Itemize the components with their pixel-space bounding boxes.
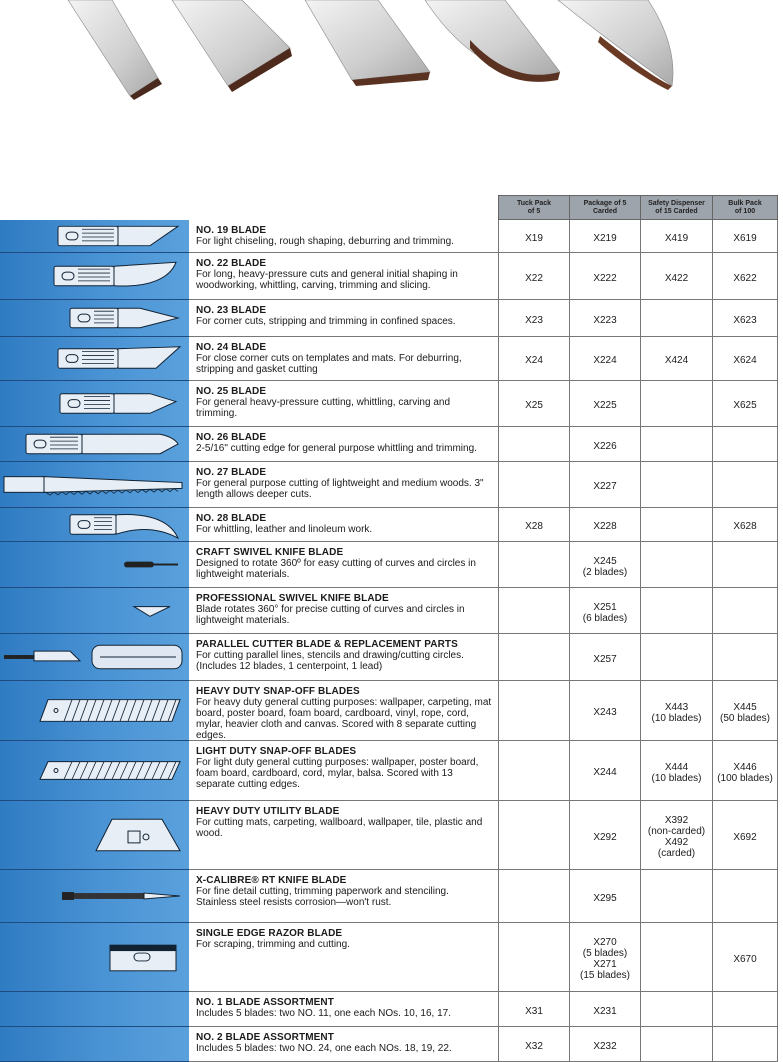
blade-description [189, 542, 498, 588]
table-row [0, 381, 778, 427]
blade-title: HEAVY DUTY SNAP-OFF BLADES [196, 686, 360, 697]
blade-description [189, 300, 498, 337]
blade-illustration [0, 427, 189, 462]
blade-title: CRAFT SWIVEL KNIFE BLADE [196, 547, 344, 558]
cell-tuck-pack: X24 [498, 337, 569, 381]
blade-title: SINGLE EDGE RAZOR BLADE [196, 928, 343, 939]
blade-desc-text: For scraping, trimming and cutting. [196, 939, 350, 950]
cell-tuck-pack [498, 462, 569, 508]
cell-bulk-pack [712, 634, 778, 681]
cell-package-of-5: X223 [569, 300, 640, 337]
blade-icon [0, 1027, 189, 1061]
blade-title: NO. 27 BLADE [196, 467, 267, 478]
cell-safety-dispenser [640, 381, 712, 427]
cell-safety-dispenser [640, 992, 712, 1027]
blade-icon [0, 337, 189, 380]
blade-desc-text: For fine detail cutting, trimming paperwork and stenciling. Stainless steel resists corrosion—won't rust. [196, 886, 449, 908]
table-row [0, 681, 778, 741]
cell-tuck-pack: X25 [498, 381, 569, 427]
blade-desc-text: For general heavy-pressure cutting, whittling, carving and trimming. [196, 397, 451, 419]
cell-tuck-pack: X32 [498, 1027, 569, 1062]
blade-icon [0, 634, 189, 680]
blade-icon [0, 462, 189, 507]
cell-bulk-pack [712, 542, 778, 588]
cell-bulk-pack: X446 (100 blades) [712, 741, 778, 801]
cell-package-of-5: X231 [569, 992, 640, 1027]
cell-bulk-pack [712, 1027, 778, 1062]
blade-illustration [0, 681, 189, 741]
table-row [0, 992, 778, 1027]
column-header-safety-dispenser: Safety Dispenser of 15 Carded [640, 195, 712, 220]
blade-illustration [0, 741, 189, 801]
cell-package-of-5: X224 [569, 337, 640, 381]
blade-illustration [0, 1027, 189, 1062]
cell-package-of-5: X270 (5 blades) X271 (15 blades) [569, 923, 640, 992]
cell-bulk-pack: X625 [712, 381, 778, 427]
blade-title: PARALLEL CUTTER BLADE & REPLACEMENT PARTS [196, 639, 458, 650]
blade-description [189, 634, 498, 681]
blade-description [189, 870, 498, 923]
cell-tuck-pack: X28 [498, 508, 569, 542]
blade-title: NO. 2 BLADE ASSORTMENT [196, 1032, 334, 1043]
cell-bulk-pack [712, 588, 778, 634]
cell-safety-dispenser: X422 [640, 253, 712, 300]
blade-icon [0, 870, 189, 922]
cell-bulk-pack: X628 [712, 508, 778, 542]
cell-package-of-5: X222 [569, 253, 640, 300]
blade-illustration [0, 253, 189, 300]
blade-desc-text: For light chiseling, rough shaping, deburring and trimming. [196, 236, 454, 247]
blade-description [189, 588, 498, 634]
table-row [0, 634, 778, 681]
blade-desc-text: Includes 5 blades: two NO. 24, one each NOs. 18, 19, 22. [196, 1043, 452, 1054]
blade-title: NO. 1 BLADE ASSORTMENT [196, 997, 334, 1008]
hero-blades-photo [0, 0, 783, 110]
blade-title: NO. 23 BLADE [196, 305, 267, 316]
blade-description [189, 741, 498, 801]
cell-safety-dispenser [640, 634, 712, 681]
column-header-tuck-pack: Tuck Pack of 5 [498, 195, 569, 220]
cell-bulk-pack: X623 [712, 300, 778, 337]
cell-package-of-5: X292 [569, 801, 640, 870]
blade-desc-text: For cutting parallel lines, stencils and drawing/cutting circles. (Includes 12 blades, 1 centerpoint, 1 lead) [196, 650, 464, 672]
blade-desc-text: For general purpose cutting of lightweight and medium woods. 3" length allows deeper cuts. [196, 478, 484, 500]
table-row [0, 462, 778, 508]
blade-icon [0, 542, 189, 587]
blade-desc-text: Designed to rotate 360º for easy cutting of curves and circles in lightweight materials. [196, 558, 476, 580]
cell-safety-dispenser [640, 1027, 712, 1062]
cell-bulk-pack: X619 [712, 220, 778, 253]
cell-package-of-5: X228 [569, 508, 640, 542]
cell-package-of-5: X295 [569, 870, 640, 923]
cell-tuck-pack [498, 588, 569, 634]
blades-image [0, 0, 783, 110]
cell-bulk-pack: X692 [712, 801, 778, 870]
blade-illustration [0, 992, 189, 1027]
table-row [0, 427, 778, 462]
cell-package-of-5: X244 [569, 741, 640, 801]
blade-title: NO. 24 BLADE [196, 342, 267, 353]
cell-safety-dispenser: X392 (non-carded) X492 (carded) [640, 801, 712, 870]
blade-desc-text: For whittling, leather and linoleum work. [196, 524, 373, 535]
cell-bulk-pack: X624 [712, 337, 778, 381]
blade-illustration [0, 462, 189, 508]
cell-safety-dispenser [640, 427, 712, 462]
cell-tuck-pack [498, 427, 569, 462]
cell-safety-dispenser [640, 300, 712, 337]
table-row [0, 542, 778, 588]
cell-package-of-5: X257 [569, 634, 640, 681]
cell-safety-dispenser: X443 (10 blades) [640, 681, 712, 741]
blade-icon [0, 741, 189, 800]
blade-title: LIGHT DUTY SNAP-OFF BLADES [196, 746, 357, 757]
cell-tuck-pack [498, 634, 569, 681]
cell-tuck-pack [498, 801, 569, 870]
blade-desc-text: For long, heavy-pressure cuts and general initial shaping in woodworking, whittling, carving, trimming and slicing. [196, 269, 458, 291]
table-row [0, 337, 778, 381]
cell-safety-dispenser [640, 508, 712, 542]
blade-description [189, 427, 498, 462]
column-header-package-of-5: Package of 5 Carded [569, 195, 640, 220]
cell-package-of-5: X251 (6 blades) [569, 588, 640, 634]
blade-description [189, 220, 498, 253]
cell-safety-dispenser: X419 [640, 220, 712, 253]
blade-icon [0, 381, 189, 426]
cell-bulk-pack [712, 870, 778, 923]
blade-description [189, 681, 498, 741]
table-row [0, 220, 778, 253]
blade-desc-text: For cutting mats, carpeting, wallboard, wallpaper, tile, plastic and wood. [196, 817, 483, 839]
blade-illustration [0, 220, 189, 253]
cell-tuck-pack: X19 [498, 220, 569, 253]
cell-bulk-pack [712, 427, 778, 462]
blade-description [189, 992, 498, 1027]
blade-description [189, 508, 498, 542]
cell-bulk-pack: X670 [712, 923, 778, 992]
blade-illustration [0, 542, 189, 588]
blade-desc-text: For heavy duty general cutting purposes: wallpaper, carpeting, mat board, poster board, foam board, cardboard, vinyl, rope, cord, mylar, heavier cloth and canvas. Scored with 8 separate cutting edges. [196, 697, 492, 741]
blade-desc-text: For close corner cuts on templates and mats. For deburring, stripping and gasket cutting [196, 353, 462, 375]
table-row [0, 300, 778, 337]
blade-title: NO. 26 BLADE [196, 432, 267, 443]
cell-tuck-pack [498, 681, 569, 741]
blade-title: NO. 28 BLADE [196, 513, 267, 524]
blade-illustration [0, 634, 189, 681]
cell-tuck-pack [498, 923, 569, 992]
table-row [0, 801, 778, 870]
cell-tuck-pack [498, 870, 569, 923]
blade-icon [0, 220, 189, 252]
cell-package-of-5: X245 (2 blades) [569, 542, 640, 588]
blade-description [189, 462, 498, 508]
cell-bulk-pack [712, 462, 778, 508]
blade-desc-text: Includes 5 blades: two NO. 11, one each NOs. 10, 16, 17. [196, 1008, 451, 1019]
cell-tuck-pack: X31 [498, 992, 569, 1027]
blade-icon [0, 681, 189, 740]
blade-icon [0, 923, 189, 991]
blade-title: PROFESSIONAL SWIVEL KNIFE BLADE [196, 593, 389, 604]
cell-package-of-5: X226 [569, 427, 640, 462]
cell-package-of-5: X219 [569, 220, 640, 253]
cell-tuck-pack: X22 [498, 253, 569, 300]
blade-illustration [0, 588, 189, 634]
table-row [0, 508, 778, 542]
blade-description [189, 1027, 498, 1062]
blade-illustration [0, 337, 189, 381]
blade-icon [0, 253, 189, 299]
blade-description [189, 337, 498, 381]
blade-icon [0, 508, 189, 541]
cell-tuck-pack [498, 741, 569, 801]
blade-desc-text: For light duty general cutting purposes: wallpaper, poster board, foam board, cardboard, cord, mylar, balsa. Scored with 13 separate cutting edges. [196, 757, 479, 790]
table-row [0, 923, 778, 992]
table-row [0, 870, 778, 923]
blade-illustration [0, 508, 189, 542]
blade-illustration [0, 381, 189, 427]
table-row [0, 588, 778, 634]
blade-illustration [0, 923, 189, 992]
blade-icon [0, 992, 189, 1026]
blade-title: NO. 25 BLADE [196, 386, 267, 397]
cell-bulk-pack: X445 (50 blades) [712, 681, 778, 741]
blade-illustration [0, 801, 189, 870]
cell-safety-dispenser [640, 462, 712, 508]
cell-tuck-pack [498, 542, 569, 588]
blade-title: NO. 22 BLADE [196, 258, 267, 269]
blade-illustration [0, 300, 189, 337]
blade-desc-text: 2-5/16" cutting edge for general purpose whittling and trimming. [196, 443, 477, 454]
cell-package-of-5: X227 [569, 462, 640, 508]
cell-safety-dispenser: X444 (10 blades) [640, 741, 712, 801]
cell-package-of-5: X243 [569, 681, 640, 741]
blade-desc-text: Blade rotates 360° for precise cutting of curves and circles in lightweight materials. [196, 604, 465, 626]
cell-safety-dispenser: X424 [640, 337, 712, 381]
blade-description [189, 381, 498, 427]
blade-title: HEAVY DUTY UTILITY BLADE [196, 806, 340, 817]
table-row [0, 1027, 778, 1062]
blade-icon [0, 300, 189, 336]
blade-icon [0, 801, 189, 869]
blade-illustration [0, 870, 189, 923]
blade-description [189, 253, 498, 300]
cell-safety-dispenser [640, 542, 712, 588]
blade-icon [0, 588, 189, 633]
cell-package-of-5: X232 [569, 1027, 640, 1062]
cell-safety-dispenser [640, 588, 712, 634]
blade-title: X-CALIBRE® RT KNIFE BLADE [196, 875, 347, 886]
cell-safety-dispenser [640, 923, 712, 992]
cell-package-of-5: X225 [569, 381, 640, 427]
blade-desc-text: For corner cuts, stripping and trimming in confined spaces. [196, 316, 456, 327]
table-row [0, 741, 778, 801]
table-row [0, 253, 778, 300]
blade-title: NO. 19 BLADE [196, 225, 267, 236]
cell-safety-dispenser [640, 870, 712, 923]
blade-description [189, 801, 498, 870]
blade-icon [0, 427, 189, 461]
cell-bulk-pack [712, 992, 778, 1027]
blade-description [189, 923, 498, 992]
cell-bulk-pack: X622 [712, 253, 778, 300]
column-header-bulk-pack: Bulk Pack of 100 [712, 195, 778, 220]
cell-tuck-pack: X23 [498, 300, 569, 337]
